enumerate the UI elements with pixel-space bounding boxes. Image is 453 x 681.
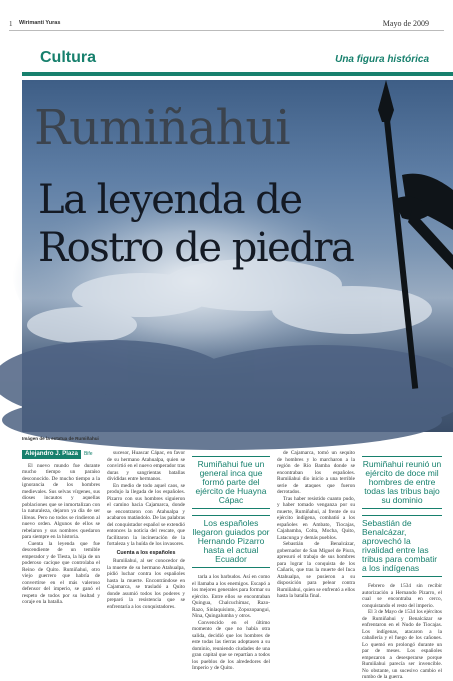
pull-quote: Rumiñahui reunió un ejército de doce mil hombres de entre todas las tribus bajo su dominio: [362, 456, 442, 509]
article-paragraph: sucesor, Huascar Cápac, en favor de su hermano Atahualpa, quien se convirtió en el nuevo emperador tras duras y sangrientas batallas divididas entre hermanos.: [107, 450, 185, 482]
section-rule: [22, 72, 453, 76]
article-paragraph: Rumiñahui, al ser conocedor de la muerte de su hermano Atahualpa, pidió luchar contra los españoles hasta la muerte. Encontrándose en Cajamarca, se trasladó a Quito donde asumió todos los poderes y preparó la resistencia que se enfrentaría a los conquistadores.: [107, 558, 185, 610]
author-role: Bife: [83, 451, 93, 457]
article-paragraph: Convencido en el último momento de que no había otra salida, decidió que los hombres de este todas las tierras adoptasen a su dominio, reuniendo ciudades de una gran capital que se repartían a todos los pueblos de los alrededores del Imperio y de Quito.: [192, 619, 270, 671]
article-paragraph: Sebastián de Benalcázar, gobernador de San Miguel de Piura, apresuró el trabajo de sus hombres para lograr la conquista de los Cañaris, que tras la muerte del Inca Atahualpa, se pusieron a su disposición para pelear contra Rumiñahui, quien se enfrentó a ellos hasta la batalla final.: [277, 541, 355, 599]
publication-name: Wirimanti Yuras: [19, 20, 61, 26]
section-tagline: Una figura histórica: [335, 54, 429, 65]
article-paragraph: Cuenta la leyenda que fue descendiente de un temible emperador y de Tiesta, la hija de un poderoso cacique que controlaba el Reino de Quito. Rumiñahui, otro viejo guerrero que habría de convertirse en el más valeroso defensor del imperio, se ganó el respeto de todos por su lealtad y coraje en la batalla.: [22, 540, 100, 605]
hero-title-subtitle: [38, 176, 353, 272]
author-name: Alejandro J. Plaza: [22, 450, 81, 459]
article-column-4: [277, 450, 355, 600]
image-caption: Imágen de la estatua de Rumiñahui: [22, 436, 99, 441]
article-paragraph: En medio de todo aquel caos, se produjo la llegada de los españoles. Pizarro con sus hombres siguieron el camino hacia Cajamarca, donde se encontraron con Atahualpa y acabaron matándolo. De las palabras del conquistador español se extendió entonces la noticia del rescate, que facilitaron la incineración de la fortaleza y la huída de los invasores.: [107, 482, 185, 547]
issue-date: Mayo de 2009: [382, 19, 429, 28]
pull-quote: Sebastián de Benalcázar, aprovechó la rivalidad entre las tribus para combatir a los indígenas: [362, 515, 442, 577]
byline: [22, 450, 100, 459]
page-number: 1: [9, 20, 13, 28]
article-column-3: [192, 450, 270, 672]
pull-quote: Rumiñahui fue un general inca que formó parte del ejército de Huayna Cápac: [192, 456, 270, 509]
hero-title-line-2: La leyenda de: [38, 177, 302, 223]
article-paragraph: Febrero de 1534 sin recibir autorización a Hernando Pizarro, el cual se encontraba en cerco, conquistando el resto del imperio.: [362, 583, 442, 609]
pull-quote: Los españoles llegaron guiados por Hernando Pizarro hasta el actual Ecuador: [192, 515, 270, 568]
article-paragraph: El 3 de Mayo de 1534 los ejércitos de Rumiñahui y Benalcázar se enfrentaron en el Nudo de Tiocajas. Los indígenas, atacaron a la caballería y el fuego de los cañones. Lo quemó en prolongó durante un par de meses. Los españoles empezaron a desesperarse porque Rumiñahui parecía ser invencible. No obstante, un sucesivo cambio el rumbo de la guerra.: [362, 609, 442, 680]
hero-title-line-3: Rostro de piedra: [38, 225, 354, 271]
article-subhead: Cuenta a los españoles: [116, 549, 176, 556]
article-paragraph: tarla a los barbudos. Así en como el llamaba a los enemigos. Escapó a los mejores generales para formar su ejército. Entre ellos se encontraban Quingua, Chalcuchímac, Razo-Razo, Sinlaquisinto, Zopozopangui, Nina, Quingalumba y otros.: [192, 574, 270, 619]
article-column-1: [22, 450, 100, 606]
hero-title-name: Rumiñahui: [34, 100, 290, 156]
article-column-5: [362, 450, 442, 681]
article-paragraph: de Cajamarca, tomó un sequito de hombres y lo marcharon a la región de Río Bamba donde se encontraban los españoles. Rumiñahui dio inicio a una terrible serie de ataques que fueron derrotados.: [277, 450, 355, 495]
article-paragraph: Tras haber resistido cuanto pudo, y haber tomado venganza por su muerte, Rumiñahui, al frente de su ejército indígena, combatió a los españoles en Ambato, Tiocajas, Cajabamba, Colta, Mocha, Quito, Latacunga y demás pueblos.: [277, 495, 355, 541]
article-column-2: [107, 450, 185, 610]
section-title: Cultura: [40, 49, 96, 66]
header-rule: [9, 30, 444, 31]
hero-image: [22, 80, 453, 432]
article-paragraph: El nuevo mundo fue durante mucho tiempo un paraíso desconocido. De mucho tiempo a la ignorancia de los hombres medievales. Sus selvas vírgenes, sus dioses incautos y aquellas poblaciones que se inmortalizan con la naturaleza, dejaron ya día de ser ilíreas. Pero no todos se rindieron al nuevo orden. Algunos de ellos se rebelaron y sus nombres quedaron para siempre en la historia.: [22, 462, 100, 540]
